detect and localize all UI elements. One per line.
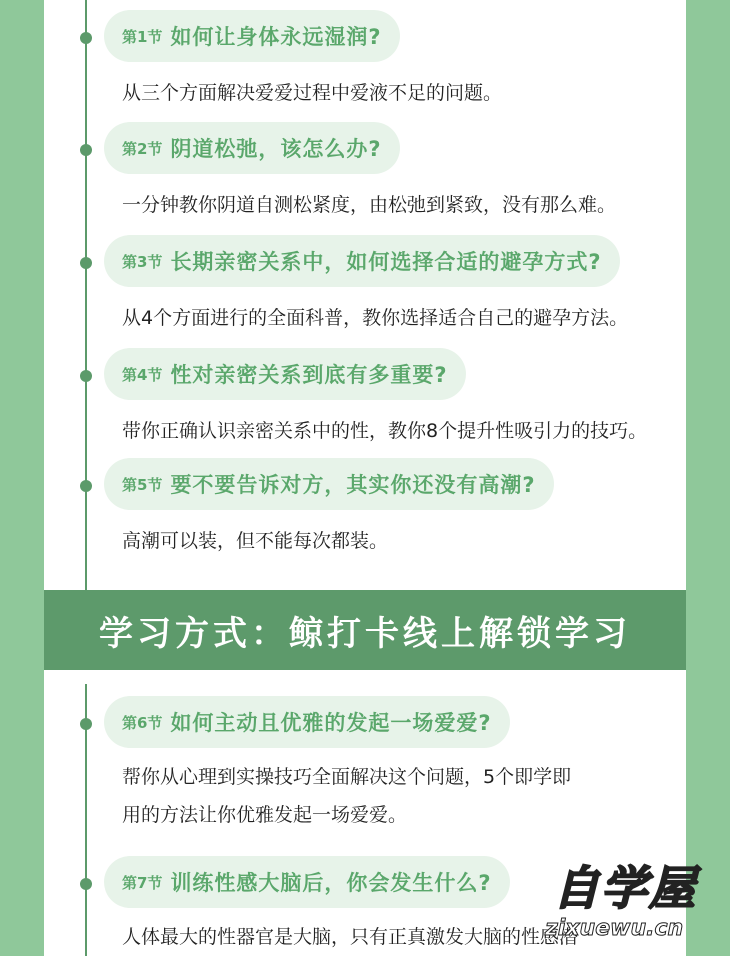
timeline-dot — [80, 257, 92, 269]
timeline-dot — [80, 32, 92, 44]
banner-text: 学习方式：鲸打卡线上解锁学习 — [99, 613, 631, 654]
timeline-dot — [80, 370, 92, 382]
lesson-number: 第2节 — [122, 139, 163, 158]
watermark-logo — [545, 852, 725, 952]
lesson-title-pill — [104, 458, 554, 510]
lesson-title: 如何主动且优雅的发起一场爱爱? — [170, 711, 492, 735]
lesson-description: 一分钟教你阴道自测松紧度，由松弛到紧致，没有那么难。 — [122, 194, 617, 216]
lesson-title: 训练性感大脑后，你会发生什么? — [170, 871, 492, 895]
lesson-title-pill — [104, 348, 466, 400]
watermark-url: zixuewu.cn — [545, 916, 684, 941]
watermark-logo-text: 自学屋 — [553, 861, 697, 915]
lesson-number: 第1节 — [122, 27, 163, 46]
lesson-number: 第7节 — [122, 873, 163, 892]
lesson-number: 第4节 — [122, 365, 163, 384]
timeline-dot — [80, 718, 92, 730]
lesson-title-pill — [104, 122, 400, 174]
lesson-title: 如何让身体永远湿润? — [170, 25, 382, 49]
lesson-number: 第6节 — [122, 713, 163, 732]
lesson-description: 从4个方面进行的全面科普，教你选择适合自己的避孕方法。 — [122, 307, 629, 329]
lesson-number: 第3节 — [122, 252, 163, 271]
timeline-dot — [80, 878, 92, 890]
lesson-title-pill — [104, 856, 510, 908]
lesson-description: 从三个方面解决爱爱过程中爱液不足的问题。 — [122, 82, 503, 104]
lesson-description-line: 帮你从心理到实操技巧全面解决这个问题，5个即学即 — [122, 766, 572, 788]
lesson-title: 要不要告诉对方，其实你还没有高潮? — [170, 473, 536, 497]
lesson-description: 带你正确认识亲密关系中的性，教你8个提升性吸引力的技巧。 — [122, 420, 648, 442]
lesson-number: 第5节 — [122, 475, 163, 494]
lesson-description: 人体最大的性器官是大脑，只有正真激发大脑的性感潜 — [122, 926, 579, 948]
lesson-title: 阴道松弛，该怎么办? — [170, 137, 382, 161]
lesson-title-pill — [104, 696, 510, 748]
lesson-list-top — [44, 0, 686, 590]
lesson-title-pill — [104, 235, 620, 287]
lesson-description — [122, 758, 682, 834]
timeline-dot — [80, 144, 92, 156]
lesson-title-pill — [104, 10, 400, 62]
lesson-title: 长期亲密关系中，如何选择合适的避孕方式? — [170, 250, 602, 274]
lesson-title: 性对亲密关系到底有多重要? — [170, 363, 448, 387]
timeline-line — [85, 0, 87, 590]
timeline-dot — [80, 480, 92, 492]
learning-method-banner — [44, 590, 686, 670]
lesson-description: 高潮可以装，但不能每次都装。 — [122, 530, 389, 552]
lesson-description-line: 用的方法让你优雅发起一场爱爱。 — [122, 804, 408, 826]
